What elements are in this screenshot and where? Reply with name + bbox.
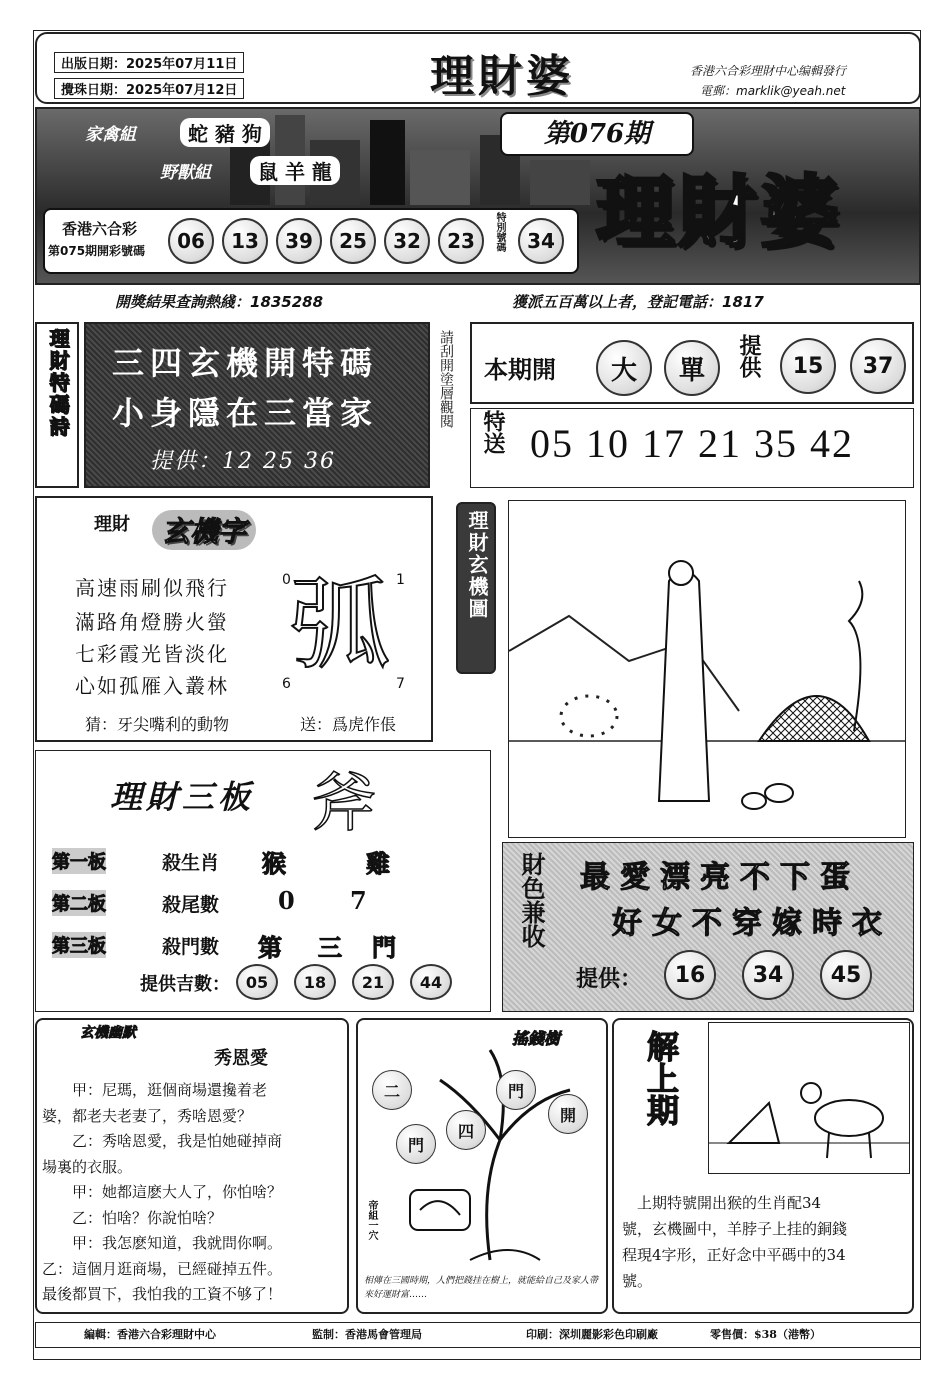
xuanji-illustration <box>509 501 905 837</box>
provide-ball-2: 37 <box>850 338 906 394</box>
footer-printer: 印刷：深圳麗影彩色印刷廠 <box>526 1328 658 1341</box>
joke-line-6: 乙：怕啥？你說怕啥？ <box>42 1208 223 1227</box>
tree-fruit-2: 門 <box>396 1124 436 1164</box>
xuanji-glyph: 弧 <box>290 566 390 683</box>
register-hotline: 獲派五百萬以上者，登記電話：1817 <box>512 293 764 311</box>
lottery-label: 香港六合彩 <box>62 220 138 238</box>
sheep-illustration <box>709 1023 909 1173</box>
last-issue-line-3: 程現4字形，正好念中平碼中的34 <box>622 1246 846 1264</box>
joke-body <box>42 1078 344 1308</box>
draw-ball-1: 06 <box>168 218 214 264</box>
board-3-kind: 殺門數 <box>162 936 220 958</box>
draw-ball-2: 13 <box>222 218 268 264</box>
xuanji-line-3: 七彩霞光皆淡化 <box>75 642 229 666</box>
last-issue-text <box>622 1190 908 1294</box>
tree-fruit-4: 門 <box>496 1070 536 1110</box>
left-group-animals: 蛇 豬 狗 <box>180 118 270 147</box>
xuanji-line-2: 滿路角燈勝火螢 <box>75 610 229 634</box>
footer-supervisor: 監制：香港馬會管理局 <box>312 1328 422 1341</box>
board-1-v2: 雞 <box>366 849 390 878</box>
board-1-label: 第一板 <box>52 848 106 874</box>
three-boards-title: 理財三板 <box>110 778 255 816</box>
draw-ball-5: 32 <box>384 218 430 264</box>
xuanji-line-1: 高速雨刷似飛行 <box>75 576 229 600</box>
lucky-ball-3: 21 <box>352 964 394 1000</box>
lucky-ball-2: 18 <box>294 964 336 1000</box>
tree-fruit-5: 開 <box>548 1094 588 1134</box>
tree-fruit-1: 二 <box>372 1070 412 1110</box>
lucky-ball-1: 05 <box>236 964 278 1000</box>
axe-glyph: 斧 <box>312 767 376 841</box>
joke-line-5: 甲：她都這麽大人了，你怕啥？ <box>42 1183 283 1201</box>
special-label: 特別號碼 <box>494 212 505 252</box>
joke-badge: 玄機幽默 <box>80 1025 136 1041</box>
joke-line-8: 乙：這個月逛商場，已經碰掉五件。 <box>42 1259 283 1278</box>
xuanji-send: 送：爲虎作倀 <box>300 715 397 734</box>
board-3-v1: 第 <box>258 933 282 962</box>
cai-jian-provide: 提供： <box>576 967 643 992</box>
xuanji-prefix: 理財 <box>94 514 130 535</box>
corner-6: 6 <box>282 676 291 692</box>
draw-date: 攪珠日期：2025年07月12日 <box>54 78 244 99</box>
special-ball: 34 <box>518 218 564 264</box>
odd-even-ball: 單 <box>664 340 720 396</box>
last-issue-line-4: 號。 <box>622 1272 653 1290</box>
footer-price: 零售價：$38（港幣） <box>710 1328 821 1341</box>
corner-1: 1 <box>396 572 405 588</box>
xuanji-guess: 猜：牙尖嘴利的動物 <box>85 715 230 734</box>
xuanji-pic-title: 理財玄機圖 <box>465 510 489 620</box>
money-tree-caption: 相傳在三國時期，人們把錢挂在樹上，就能給自己及家人帶來好運財富…… <box>364 1276 599 1300</box>
this-issue-provide: 提供 <box>736 334 762 378</box>
board-2-kind: 殺尾數 <box>162 894 220 916</box>
draw-ball-3: 39 <box>276 218 322 264</box>
query-hotline: 開獎結果查詢熱綫：1835288 <box>115 293 324 311</box>
joke-line-1: 甲：尼瑪，逛個商場還攙着老 <box>42 1081 268 1099</box>
money-tree-tag: 帝組一穴 <box>366 1200 377 1240</box>
this-issue-label: 本期開 <box>484 355 556 384</box>
cai-jian-ball-2: 34 <box>742 950 794 1000</box>
last-issue-title: 解上期 <box>642 1030 680 1126</box>
poem-provide: 提供：12 25 36 <box>150 449 336 474</box>
joke-title: 秀恩愛 <box>214 1048 268 1069</box>
email: 電郵：marklik@yeah.net <box>700 84 846 98</box>
special-send-numbers: 05 10 17 21 35 42 <box>530 421 854 466</box>
board-3-v2: 三 <box>318 933 342 962</box>
draw-ball-6: 23 <box>438 218 484 264</box>
special-send-label: 特送 <box>480 410 506 454</box>
joke-line-7: 甲：我怎麽知道，我就問你啊。 <box>42 1234 283 1252</box>
poem-note: 請刮開塗層觀閱 <box>438 330 454 428</box>
joke-line-9: 最後都買下，我怕我的工資不够了！ <box>42 1285 283 1303</box>
right-group-animals: 鼠 羊 龍 <box>250 156 340 185</box>
right-group-label: 野獸組 <box>160 163 211 183</box>
draw-ball-4: 25 <box>330 218 376 264</box>
issue-number: 第076期 <box>500 112 694 156</box>
publisher: 香港六合彩理財中心编輯發行 <box>690 64 847 78</box>
cai-jian-line-2: 好女不穿嫁時衣 <box>612 906 892 941</box>
tree-fruit-3: 四 <box>446 1110 486 1150</box>
cai-jian-title: 財色兼收 <box>517 852 546 948</box>
xuanji-title: 玄機字 <box>152 510 256 550</box>
money-tree-title: 搖錢樹 <box>512 1029 561 1048</box>
last-issue-picture <box>708 1022 910 1174</box>
poem-line-1: 三四玄機開特碼 <box>112 344 379 382</box>
header-title: 理財婆 <box>430 51 574 102</box>
big-small-ball: 大 <box>596 340 652 396</box>
last-draw-label: 第075期開彩號碼 <box>48 244 146 258</box>
cai-jian-ball-3: 45 <box>820 950 872 1000</box>
last-issue-line-1: 上期特號開出猴的生肖配34 <box>622 1194 822 1212</box>
board-2-label: 第二板 <box>52 890 106 916</box>
joke-line-3: 乙：秀啥恩愛，我是怕她碰掉商 <box>42 1132 283 1150</box>
board-1-kind: 殺生肖 <box>162 852 220 874</box>
lucky-ball-4: 44 <box>410 964 452 1000</box>
poem-side-title: 理財特碼詩 <box>46 328 70 438</box>
lucky-label: 提供吉數： <box>140 974 230 995</box>
left-group-label: 家禽組 <box>85 125 136 145</box>
board-1-v1: 猴 <box>262 849 286 878</box>
corner-7: 7 <box>396 676 405 692</box>
board-2-v2: 7 <box>350 886 367 915</box>
cai-jian-line-1: 最愛漂亮不下蛋 <box>580 860 860 895</box>
joke-line-4: 場裏的衣服。 <box>42 1157 133 1176</box>
provide-ball-1: 15 <box>780 338 836 394</box>
xuanji-picture <box>508 500 906 838</box>
corner-0: 0 <box>282 572 291 588</box>
big-title: 理財婆 <box>596 167 843 258</box>
joke-line-2: 婆，都老夫老妻了，秀啥恩愛？ <box>42 1106 253 1125</box>
footer-editor: 編輯：香港六合彩理財中心 <box>84 1328 216 1341</box>
xuanji-line-4: 心如孤雁入叢林 <box>75 674 229 698</box>
poem-line-2: 小身隱在三當家 <box>112 394 379 432</box>
board-2-v1: 0 <box>278 886 295 915</box>
board-3-v3: 門 <box>372 933 396 962</box>
cai-jian-ball-1: 16 <box>664 950 716 1000</box>
board-3-label: 第三板 <box>52 932 106 958</box>
last-issue-line-2: 號，玄機圖中，羊脖子上挂的銅錢 <box>622 1220 848 1238</box>
publish-date: 出版日期：2025年07月11日 <box>54 52 244 73</box>
